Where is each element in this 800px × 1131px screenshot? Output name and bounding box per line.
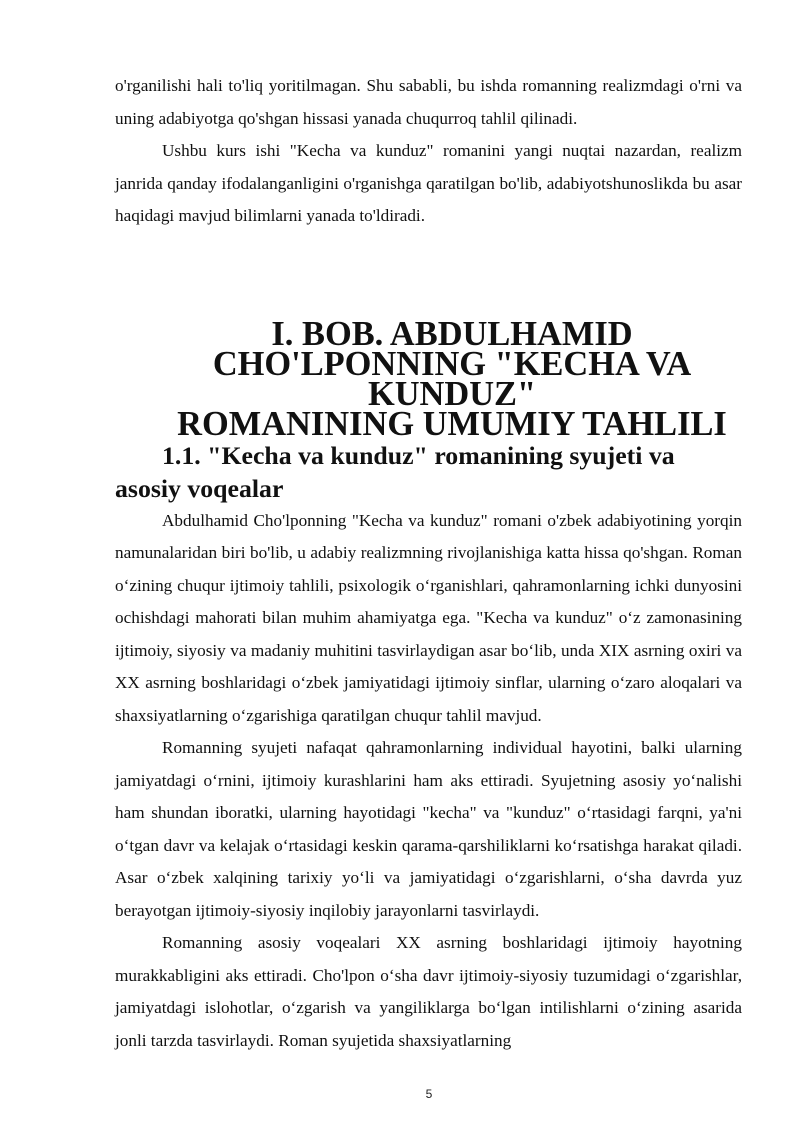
- intro-paragraph-2: Ushbu kurs ishi "Kecha va kunduz" romanini yangi nuqtai nazardan, realizm janrida qanday ifodalanganligini o'rganishga qaratilgan bo'lib, adabiyotshunoslikda bu asar haqidagi mavjud bilimlarni yanada to'ldiradi.: [115, 141, 742, 225]
- body-paragraph-2: Romanning syujeti nafaqat qahramonlarning individual hayotini, balki ularning jamiyatdagi o‘rnini, ijtimoiy kurashlarini ham aks ettiradi. Syujetning asosiy yo‘nalishi ham shundan iboratki, ularning hayotidagi "kecha" va "kunduz" o‘rtasidagi farqni, ya'ni o‘tgan davr va kelajak o‘rtasidagi keskin qarama-qarshiliklarni ko‘rsatishga harakat qiladi. Asar o‘zbek xalqining tarixiy yo‘li va jamiyatidagi o‘zgarishlarni, o‘sha davrda yuz berayotgan ijtimoiy-siyosiy inqilobiy jarayonlarni tasvirlaydi.: [115, 738, 742, 920]
- chapter-title-line-1: I. BOB. ABDULHAMID CHO'LPONNING "KECHA VA KUNDUZ": [212, 314, 692, 413]
- intro-paragraph-1: o'rganilishi hali to'liq yoritilmagan. Shu sababli, bu ishda romanning realizmdagi o'rni va uning adabiyotga qo'shgan hissasi yanada chuqurroq tahlil qilinadi.: [115, 76, 742, 128]
- body-paragraph-3: Romanning asosiy voqealari XX asrning boshlaridagi ijtimoiy hayotning murakkabligini aks ettiradi. Cho'lpon o‘sha davr ijtimoiy-siyosiy tuzumidagi o‘zgarishlar, jamiyatdagi islohotlar, o‘zgarish va yangiliklarga bo‘lgan intilishlarni o‘zining asarida jonli tarzda tasvirlaydi. Roman syujetida shaxsiyatlarning: [115, 933, 742, 1050]
- document-page: [115, 70, 742, 1057]
- section-spacer: [115, 233, 742, 319]
- body-paragraph-1: Abdulhamid Cho'lponning "Kecha va kunduz" romani o'zbek adabiyotining yorqin namunalaridan biri bo'lib, u adabiy realizmning rivojlanishiga katta hissa qo'shgan. Roman o‘zining chuqur ijtimoiy tahlili, psixologik o‘rganishlari, qahramonlarning ichki dunyosini ochishdagi mahorati bilan muhim ahamiyatga ega. "Kecha va kunduz" o‘z zamonasining ijtimoiy, siyosiy va madaniy muhitini tasvirlaydigan asar bo‘lib, unda XIX asrning oxiri va XX asrning boshlaridagi o‘zbek jamiyatidagi ijtimoiy sinflar, ularning o‘zaro aloqalari va shaxsiyatlarning o‘zgarishiga qaratilgan chuqur tahlil mavjud.: [115, 510, 742, 725]
- chapter-title-line-2: ROMANINING UMUMIY TAHLILI: [177, 404, 727, 443]
- page-number: 5: [425, 1087, 433, 1101]
- chapter-title: [115, 314, 742, 443]
- section-title: 1.1. "Kecha va kunduz" romanining syujeti va asosiy voqealar: [115, 440, 675, 503]
